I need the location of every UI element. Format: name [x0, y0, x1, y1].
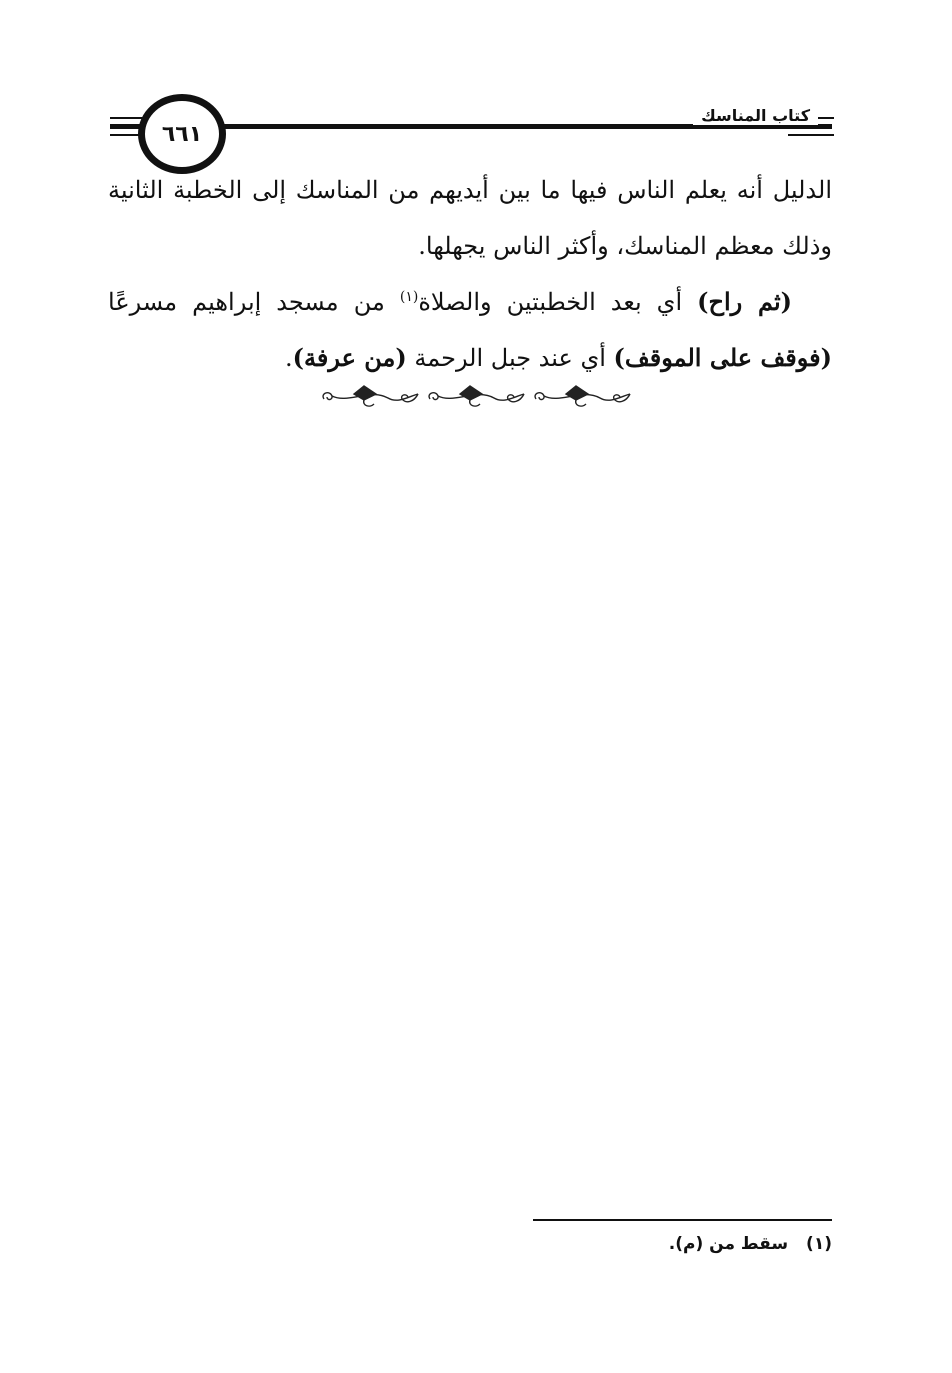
commentary-text: . — [285, 344, 293, 372]
section-ornament — [318, 382, 634, 412]
main-text — [108, 162, 832, 386]
footnote-number: (١) — [806, 1234, 832, 1254]
page-header — [0, 0, 952, 170]
matn-quote: (فوقف على الموقف) — [613, 343, 832, 372]
footnote-ref[interactable]: (١) — [399, 289, 419, 305]
commentary-text: من مسجد إبراهيم مسرعًا — [108, 288, 400, 316]
commentary-text: أي عند جبل الرحمة — [406, 344, 614, 372]
book-title: كتاب المناسك — [693, 106, 818, 125]
floral-divider-icon — [318, 382, 634, 412]
footnote-separator — [533, 1219, 832, 1221]
header-rule — [110, 117, 144, 119]
paragraph-1 — [108, 162, 832, 274]
commentary-text: أي بعد الخطبتين والصلاة — [418, 288, 698, 316]
footnote-text: سقط من (م). — [668, 1234, 789, 1254]
page-number: ٦٦١ — [161, 121, 203, 147]
paragraph-2 — [108, 274, 832, 386]
matn-quote: (ثم راح) — [697, 287, 793, 316]
text-line: الدليل أنه يعلم الناس فيها ما بين أيديهم من المناسك إلى الخطبة الثانية — [108, 176, 832, 204]
header-rule — [788, 134, 834, 136]
footnote-1 — [669, 1234, 832, 1254]
text-line: وذلك معظم المناسك، وأكثر الناس يجهلها. — [418, 232, 832, 260]
matn-quote: (من عرفة) — [292, 343, 407, 372]
